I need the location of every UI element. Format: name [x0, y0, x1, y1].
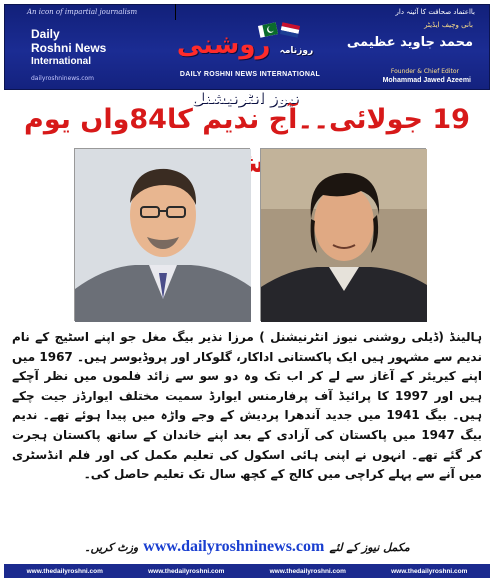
brand-name-english	[31, 27, 141, 69]
visit-prefix: مکمل نیوز کے لئے	[329, 541, 410, 554]
brand-line-3: International	[31, 56, 92, 67]
masthead-banner	[4, 4, 490, 107]
portrait-photo-icon	[75, 149, 251, 322]
photo-nadeem-older	[74, 148, 250, 321]
founder-name-urdu: محمد جاوید عظیمی	[346, 35, 473, 50]
visit-website-line	[12, 536, 482, 558]
masthead-url: dailyroshninews.com	[31, 75, 95, 82]
photo-nadeem-younger	[260, 148, 426, 321]
brand-line-2: Roshni News	[31, 41, 107, 55]
tagline-urdu: بااعتماد صحافت کا آئینہ دار	[395, 8, 475, 16]
founder-name-english: Mohammad Jawed Azeemi	[382, 77, 471, 84]
tagline-english: An icon of impartial journalism	[27, 8, 138, 16]
strip-url: www.thedailyroshni.com	[269, 567, 346, 575]
website-link[interactable]: www.dailyroshninews.com	[143, 538, 325, 555]
bottom-url-strip	[4, 564, 490, 578]
article-body	[12, 328, 482, 536]
founder-title: Founder & Chief Editor	[390, 68, 459, 75]
article-paragraph: ہالینڈ (ڈیلی روشنی نیوز انٹرنیشنل ) مرزا نذیر بیگ مغل جو اپنے اسٹیج کے نام ندیم سے مشہور ہیں ایک پاکستانی اداکار، گلوکار اور پروڈیوسر ہیں۔ 1967 میں اپنے کیریئر کے آغاز سے لے کر اب تک وہ دو سو سے زائد فلموں میں نظر آچکے ہیں اور 1997 کا پرائیڈ آف پرفارمنس ایوارڈ سمیت مختلف ایوارڈز جیت چکے ہیں۔ بیگ 1941 میں جدید آندھرا پردیش کے وجے واڑہ میں پیدا ہوئے تھے۔ ندیم بیگ 1947 میں پاکستان کی آزادی کے بعد اپنے خاندان کے ساتھ پاکستان ہجرت کر گئے تھے۔ انہوں نے اپنی ہائی اسکول کی تعلیم مکمل کی اور فلم انڈسٹری میں آنے سے پہلے کراچی میں کالج کے کچھ سال تک تعلیم حاصل کی۔	[12, 330, 482, 482]
logo-suffix: نیوز انٹرنیشنل	[191, 89, 299, 107]
strip-url: www.thedailyroshni.com	[391, 567, 468, 575]
strip-url: www.thedailyroshni.com	[26, 567, 103, 575]
logo-main: روشنی	[176, 30, 271, 60]
portrait-photo-icon	[261, 149, 427, 322]
editor-title-urdu: بانی وچیف ایڈیٹر	[424, 21, 473, 29]
text-cursor	[175, 4, 176, 20]
strip-url: www.thedailyroshni.com	[148, 567, 225, 575]
brand-line-1: Daily	[31, 27, 60, 41]
masthead-logo-english: DAILY ROSHNI NEWS INTERNATIONAL	[179, 71, 321, 78]
visit-suffix: وزٹ کریں۔	[84, 541, 139, 554]
logo-prefix: روزنامہ	[279, 46, 314, 56]
headline: 19 جولائی۔۔آج ندیم کا84واں یوم	[24, 104, 470, 135]
